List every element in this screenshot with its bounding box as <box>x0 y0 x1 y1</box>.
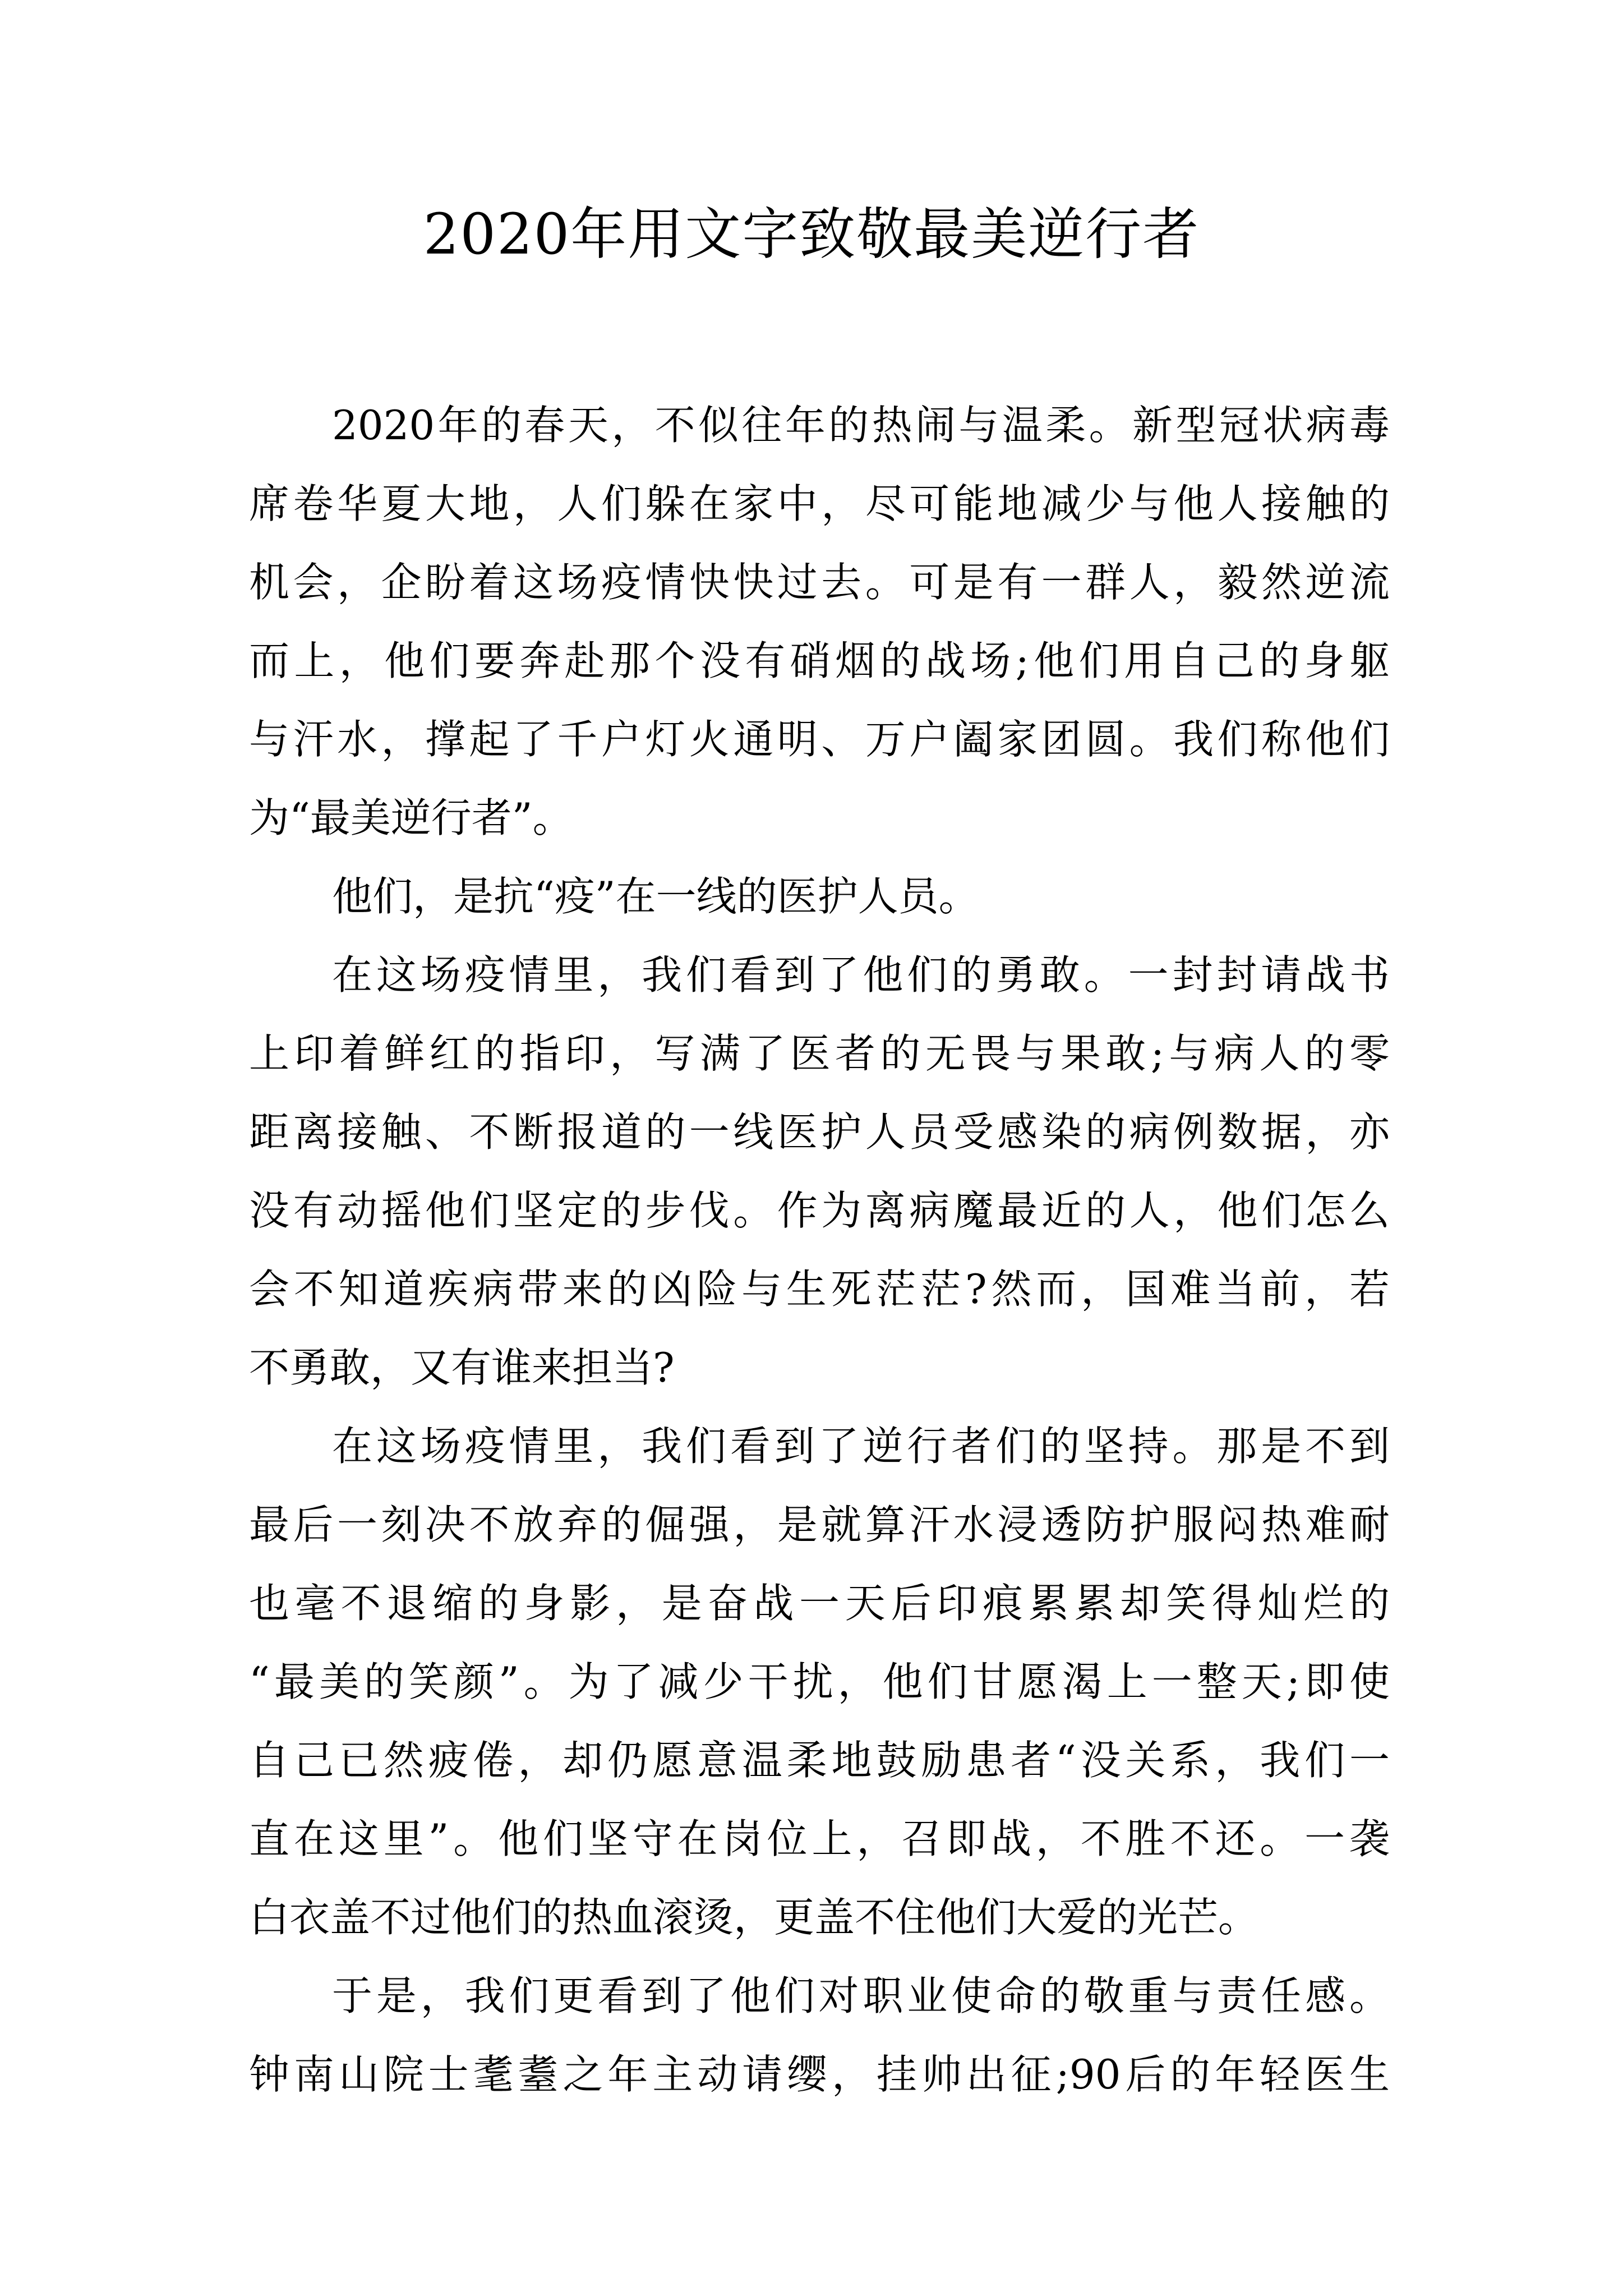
body-line: 与汗水，撑起了千户灯火通明、万户阖家团圆。我们称他们 <box>249 716 1390 763</box>
document-body <box>249 386 1390 2114</box>
body-line: 他们，是抗“疫”在一线的医护人员。 <box>332 873 979 920</box>
body-line: 直在这里”。他们坚守在岗位上，召即战，不胜不还。一袭 <box>249 1815 1390 1862</box>
body-line: 不勇敢，又有谁来担当? <box>249 1344 675 1391</box>
document-title: 2020年用文字致敬最美逆行者 <box>423 201 1200 267</box>
body-line: 自己已然疲倦，却仍愿意温柔地鼓励患者“没关系，我们一 <box>249 1737 1390 1784</box>
body-line: 机会，企盼着这场疫情快快过去。可是有一群人，毅然逆流 <box>249 559 1390 606</box>
body-line: 于是，我们更看到了他们对职业使命的敬重与责任感。 <box>332 1972 1390 2019</box>
body-line: 为“最美逆行者”。 <box>249 794 573 841</box>
body-line: 在这场疫情里，我们看到了他们的勇敢。一封封请战书 <box>332 951 1390 999</box>
body-line: 会不知道疾病带来的凶险与生死茫茫?然而，国难当前，若 <box>249 1266 1390 1313</box>
body-line: 最后一刻决不放弃的倔强，是就算汗水浸透防护服闷热难耐 <box>249 1501 1390 1548</box>
body-line: 距离接触、不断报道的一线医护人员受感染的病例数据，亦 <box>249 1108 1390 1156</box>
body-line: 白衣盖不过他们的热血滚烫，更盖不住他们大爱的光芒。 <box>249 1894 1259 1941</box>
body-line: 没有动摇他们坚定的步伐。作为离病魔最近的人，他们怎么 <box>249 1187 1390 1234</box>
body-line: 钟南山院士耄耋之年主动请缨，挂帅出征;90后的年轻医生 <box>249 2051 1390 2098</box>
body-line: 也毫不退缩的身影，是奋战一天后印痕累累却笑得灿烂的 <box>249 1580 1390 1627</box>
body-line: 在这场疫情里，我们看到了逆行者们的坚持。那是不到 <box>332 1423 1390 1470</box>
body-line: “最美的笑颜”。为了减少干扰，他们甘愿渴上一整天;即使 <box>249 1658 1390 1705</box>
body-line: 上印着鲜红的指印，写满了医者的无畏与果敢;与病人的零 <box>249 1030 1390 1077</box>
body-line: 而上，他们要奔赴那个没有硝烟的战场;他们用自己的身躯 <box>249 637 1390 684</box>
body-line: 2020年的春天，不似往年的热闹与温柔。新型冠状病毒 <box>332 402 1390 449</box>
body-line: 席卷华夏大地，人们躲在家中，尽可能地减少与他人接触的 <box>249 480 1390 527</box>
